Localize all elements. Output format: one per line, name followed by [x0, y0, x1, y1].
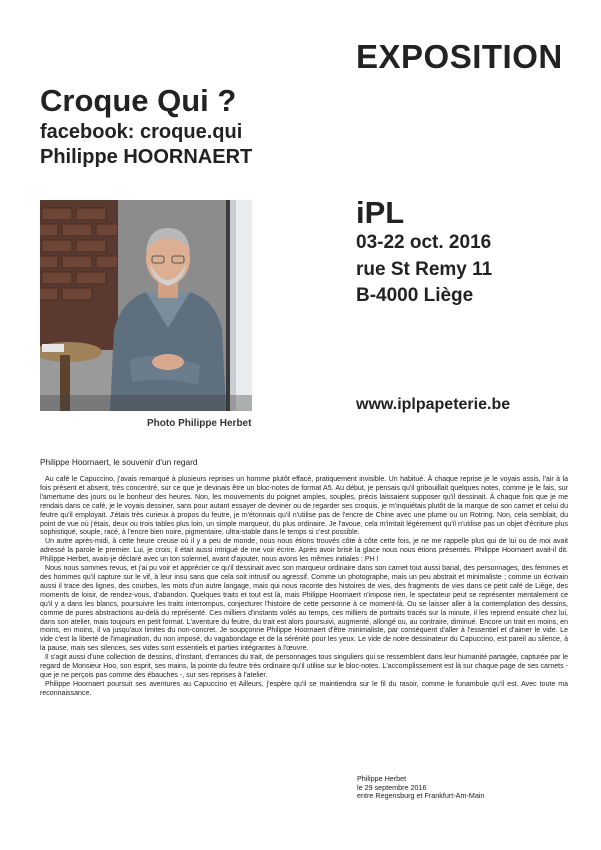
- exhibition-dates: 03-22 oct. 2016: [356, 232, 492, 253]
- article-paragraph: Nous nous sommes revus, et j'ai pu voir et apprécier ce qu'il dessinait avec son marqueur ordinaire dans son carnet tout aussi banal, des personnages, des femmes et des hommes qu'il capture sur le vif, à leur insu sans que cela soit intrusif ou agressif. Comme un photographe, mais un peu abstrait et minimaliste ; comme un écrivain aussi il trace des lignes, des courbes, les mots d'un autre langage, mais qui nous raconte des histoires de vies, des fragments de vies dans ce petit café de Liège, des moments de loisir, de rendez-vous, d'abandon. Quelques traits et tout est là, mais Philippe Hoornaert n'impose rien, le spectateur peut se représenter mentalement ce qu'il y a dans les blancs, poursuivre les traits interrompus, conjecturer l'histoire de cette personne à ce moment-là. Ou se laisser aller à la contemplation des dessins, comme de pures abstractions au-delà du représenté. Ces milliers d'instants volés au temps, ces milliers de portraits tracés sur la minute, il les reprend ensuite chez lui, dans son atelier, mais toujours en petit format. L'aventure du feutre, du trait est alors poursuivi, augmenté, allongé ou, au contraire, diminué. Encore un trait en moins, en moins, en moins, il va jusqu'aux limites du non-concret. Je soupçonne Philippe Hoornaert d'être minimaliste, par conséquent d'aller à l'essentiel et d'aimer le vide. Le vide c'est la liberté de l'imagination, du non imposé, du vagabondage et de la sérénité pour les yeux. Le vide de notre dessinateur du Capuccino, est pareil au silence, à la pause, mais ses silences, ses vides sont essentiels et parties intégrantes à l'œuvre.: [40, 565, 568, 653]
- signature-place: entre Regensburg et Frankfurt-Am-Main: [357, 791, 485, 801]
- venue-name: iPL: [356, 195, 405, 230]
- artist-name: Philippe HOORNAERT: [40, 146, 253, 168]
- article-body: [40, 476, 568, 699]
- article-paragraph: Un autre après-midi, à cette heure creuse où il y a peu de monde, nous nous étions trouvés côte à côte cette fois, je ne me rappelle plus qui de lui ou de moi avait adressé la parole le premier. Lui, je crois, il était aussi intrigué de me voir écrire. Après avoir brisé la glace nous nous étions présentés. Philippe Hoornaert avait-il dit. Philippe Herbet, avais-je déclaré avec un ton solennel, avant d'ajouter, nous avons les mêmes initiales : PH !: [40, 538, 568, 564]
- signature-date: le 29 septembre 2016: [357, 782, 427, 792]
- signature-block: [357, 775, 484, 801]
- article-paragraph: Au café le Capuccino, j'avais remarqué à plusieurs reprises un homme plutôt effacé, pratiquement invisible. Un habitué. À chaque reprise je le voyais assis, l'air à la fois présent et absent, très concentré, sur ce que je devinais être un bloc-notes de format A5. Au début, je pensais qu'il gribouillait quelques notes, comme je le fais, sur l'amertume des jours ou le bonheur des heures. Non, les mouvements du poignet amples, souples, précis laissaient supposer qu'il dessinait. À chaque fois que je me rendais dans ce café, je le voyais dessiner, sans pour autant essayer de deviner ou de regarder ses croquis, je m'inquiétais plutôt de la marque de son carnet et celui du feutre qu'il employait. J'étais très curieux à propos du feutre, je m'étonnais qu'il n'utilise pas de l'encre de Chine avec une plume ou un Rotring. Non, cela semblait, du point de vue où j'étais, deux ou trois tables plus loin, un simple marqueur, du plus ordinaire. Je l'avoue, cela m'irritait légèrement qu'il n'utilise pas un objet d'écriture plus sophistiqué, souple, racé, à l'encre bien noire, pigmentaire, ultra-stable dans le temps si c'est possible.: [40, 476, 568, 537]
- article-paragraph: Philippe Hoornaert poursuit ses aventures au Capuccino et Ailleurs, j'espère qu'il se maintiendra sur le fil du rasoir, comme le funambule qu'il est. Avec toute ma reconnaissance.: [40, 680, 568, 697]
- website-link[interactable]: www.iplpapeterie.be: [356, 396, 511, 413]
- venue-city: B-4000 Liège: [356, 285, 474, 306]
- artist-photo: [40, 200, 252, 411]
- venue-street: rue St Remy 11: [356, 259, 493, 280]
- article-title: Philippe Hoornaert, le souvenir d'un regard: [40, 457, 198, 467]
- artist-portrait-image: [40, 200, 252, 411]
- exposition-heading: EXPOSITION: [356, 38, 563, 75]
- photo-caption: Photo Philippe Herbet: [147, 418, 252, 429]
- signature-name: Philippe Herbet: [357, 774, 407, 783]
- facebook-handle: facebook: croque.qui: [40, 121, 243, 143]
- exhibition-title: Croque Qui ?: [40, 83, 237, 118]
- article-paragraph: Il s'agit aussi d'une collection de dessins, d'instant, d'errances du trait, de personnages tous singuliers qui se ressemblent dans leur humanité partagée, capturée par le regard de Monsieur Hoo, son esprit, ses mains, la pointe du feutre très ordinaire qu'il utilise sur le bloc-notes. L'accomplissement est là sur chaque page de ses carnets - que je ne perçois pas comme des ébauches -, sur ses reprises à l'atelier.: [40, 654, 568, 679]
